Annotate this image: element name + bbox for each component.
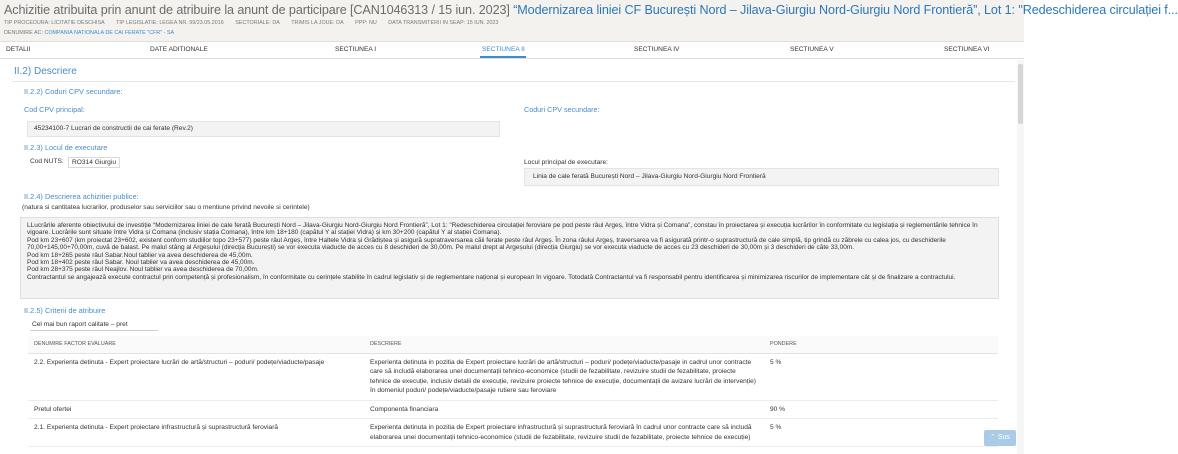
chevron-up-icon: ⌃ xyxy=(990,434,996,441)
cpv-heading: II.2.2) Coduri CPV secundare: xyxy=(24,87,123,96)
description-note: (natura si cantitatea lucrarilor, produselor sau serviciilor sau o mentiune privind nevoile si cerintele) xyxy=(22,204,310,211)
cell-factor: Pretul ofertei xyxy=(28,400,364,419)
main-place-label: Locul principal de executare: xyxy=(524,159,608,166)
authority-link[interactable]: COMPANIA NATIONALA DE CAI FERATE "CFR" - SA xyxy=(44,30,175,36)
table-header-row xyxy=(28,336,998,353)
description-paragraph: Pod km 23+607 (km proiectat 23+602, existent conform studiilor topo 23+577) peste râul Argeș, între Haltele Vidra și Grădiștea și asigură supratraversarea căii ferate peste râul Argeș. În zona râului Argeș, traversarea va fi asigurată printr-o suprastructură de cale simplă, tip grindă cu zăbrele cu calea jos, cu deschiderile 70,00+145,00+70,00m, cuvă de balast. Pe malul stâng al Argeșului (direcția București) se vor executa viaducte de acces cu 8 deschideri de 30,00m. Pe malul drept al Argeșului (direcția Giurgiu) se vor executa viaducte de acces cu 23 deschideri de 30,00m și 3 deschideri de căte 33,00m. xyxy=(27,236,946,252)
criteria-table xyxy=(28,336,998,447)
criteria-heading: II.2.5) Criterii de atribuire xyxy=(24,306,106,315)
cpv-main-label: Cod CPV principal: xyxy=(24,105,85,114)
procedure-title-link[interactable]: “Modernizarea liniei CF București Nord – Jilava-Giurgiu Nord-Giurgiu Nord Frontieră”, Lot 1: "Redeschiderea circulației f... xyxy=(513,3,1178,17)
cell-description: Experienta detinuta in pozitia de Expert proiectare infrastructură și suprastructură feroviară în cadrul unor contracte care să includă elaborarea unei documentații tehnico-economice (studii de fezabilitate, revizuire studii de fezabilitate, proiecte tehnice de execuție) xyxy=(364,419,764,447)
description-paragraph: Pod km 18+265 peste râul Sabar.Noul tablier va avea deschiderea de 45,00m. xyxy=(27,251,253,259)
cell-description: Experienta detinuta in pozitia de Expert proiectare lucrări de artă/structuri – poduri/ podețe/viaducte/pasaje in cadrul unor contracte care să includă elaborarea unei documentații tehnico-economice (studii de fezabilitate, revizuire studii de fezabilitate, proiecte tehnice de execuție, inclusiv detalii de execuție, revizuire proiecte tehnice de execuție, documentații de avizare lucrări de intervenție) în domeniul poduri/ podețe/viaducte/pasaje rutiere sau feroviare xyxy=(364,353,764,400)
page-scrollbar[interactable] xyxy=(1017,60,1024,454)
col-header-weight: PONDERE xyxy=(764,336,998,353)
table-row xyxy=(28,419,998,447)
contracting-authority xyxy=(4,30,174,36)
cell-weight: 5 % xyxy=(764,419,998,447)
description-paragraph: Pod km 28+375 peste râul Neajlov. Noul tablier va avea deschiderea de 70,00m. xyxy=(27,266,259,274)
tab-date-aditionale[interactable]: DATE ADITIONALE xyxy=(150,46,208,53)
description-heading: II.2.4) Descrierea achizitiei publice: xyxy=(24,192,139,201)
scroll-to-top-button[interactable] xyxy=(984,430,1016,446)
scroll-to-top-label: Sus xyxy=(997,434,1010,441)
procedure-header xyxy=(0,0,1178,42)
criteria-underline xyxy=(30,330,158,331)
cpv-secondary-label: Coduri CPV secundare: xyxy=(524,105,600,114)
nuts-label: Cod NUTS: xyxy=(30,158,64,165)
criteria-value: Cel mai bun raport calitate – pret xyxy=(32,321,128,328)
nuts-value: RO314 Giurgiu xyxy=(68,157,120,168)
tab-sectiunea-iv[interactable]: SECTIUNEA IV xyxy=(634,46,680,53)
tab-sectiunea-i[interactable]: SECTIUNEA I xyxy=(335,46,377,53)
meta-joue: TRIMIS LA JOUE: DA xyxy=(291,20,344,26)
section-title-divider xyxy=(12,81,1015,82)
procedure-title-prefix: Achizitie atribuita prin anunt de atribuire la anunt de participare [CAN1046313 / 15 iun. 2023] xyxy=(4,3,514,17)
cell-weight: 5 % xyxy=(764,353,998,400)
cell-weight: 90 % xyxy=(764,400,998,419)
cell-factor: 2.2. Experienta detinuta - Expert proiectare lucrări de artă/structuri – poduri/ podețe/viaducte/pasaje xyxy=(28,353,364,400)
cpv-main-value: 45234100-7 Lucrari de constructii de cai ferate (Rev.2) xyxy=(27,121,500,137)
section-content xyxy=(10,60,1017,454)
meta-procedure-type: TIP PROCEDURA: LICITATIE DESCHISA xyxy=(4,20,105,26)
scrollbar-thumb[interactable] xyxy=(1018,64,1023,124)
col-header-description: DESCRIERE xyxy=(364,336,764,353)
description-paragraph: Pod km 18+402 peste râul Sabar. Noul tablier va avea deschiderea de 45,00m. xyxy=(27,259,255,267)
tab-detalii[interactable]: DETALII xyxy=(6,46,31,53)
table-row xyxy=(28,400,998,419)
meta-sectorial: SECTORIALE: DA xyxy=(235,20,280,26)
meta-seap-date: DATA TRANSMITERII IN SEAP: 15 IUN. 2023 xyxy=(388,20,499,26)
location-heading: II.2.3) Locul de executare xyxy=(24,143,108,152)
procedure-title xyxy=(4,3,1178,17)
col-header-factor: DENUMIRE FACTOR EVALUARE xyxy=(28,336,364,353)
meta-legislation: TIP LEGISLATIE: LEGEA NR. 99/23.05.2016 xyxy=(116,20,224,26)
description-paragraph: LLucrările aferente obiectivului de investiție “Modernizarea liniei de cale ferată București Nord – Jilava-Giurgiu Nord-Giurgiu Nord Frontieră”, Lot 1: "Redeschiderea circulației feroviare pe pod peste râul Argeș, între Vidra și Comana”, constau în proiectarea și execuția lucrărilor în conformitate cu legislația și reglementările tehnice în vigoare. Lucrările sunt situate între Vidra și Comana (inclusiv stația Comana), între km 18+180 (capătul Y al stației Vidra) și km 30+200 (capătul Y al stației Comana). xyxy=(27,222,978,237)
tab-sectiunea-v[interactable]: SECTIUNEA V xyxy=(790,46,834,53)
tab-sectiunea-vi[interactable]: SECTIUNEA VI xyxy=(944,46,990,53)
meta-ppp: PPP: NU xyxy=(355,20,377,26)
cell-description: Componenta financiara xyxy=(364,400,764,419)
active-tab-indicator xyxy=(480,56,526,58)
section-tabs xyxy=(0,43,1024,59)
description-paragraph: Contractantul se angajează execute contractul prin competență și profesionalism, în conformitate cu cerințele stabilite în cadrul legislativ și de reglementare național și european în vigoare. Totodată Contractantul va fi responsabil pentru identificarea și minimizarea riscurilor de implementare cât și de finalizare a contractului. xyxy=(27,273,956,281)
cell-factor: 2.1. Experienta detinuta - Expert proiectare infrastructură și suprastructură feroviară xyxy=(28,419,364,447)
tab-sectiunea-ii[interactable]: SECTIUNEA II xyxy=(482,46,525,53)
authority-label: DENUMIRE AC: xyxy=(4,30,43,36)
procedure-meta xyxy=(4,20,509,26)
description-textarea xyxy=(20,217,999,299)
table-row xyxy=(28,353,998,400)
main-place-value: Linia de cale ferată București Nord – Jilava-Giurgiu Nord-Giurgiu Nord Frontieră xyxy=(524,168,999,186)
section-title: II.2) Descriere xyxy=(14,66,77,77)
